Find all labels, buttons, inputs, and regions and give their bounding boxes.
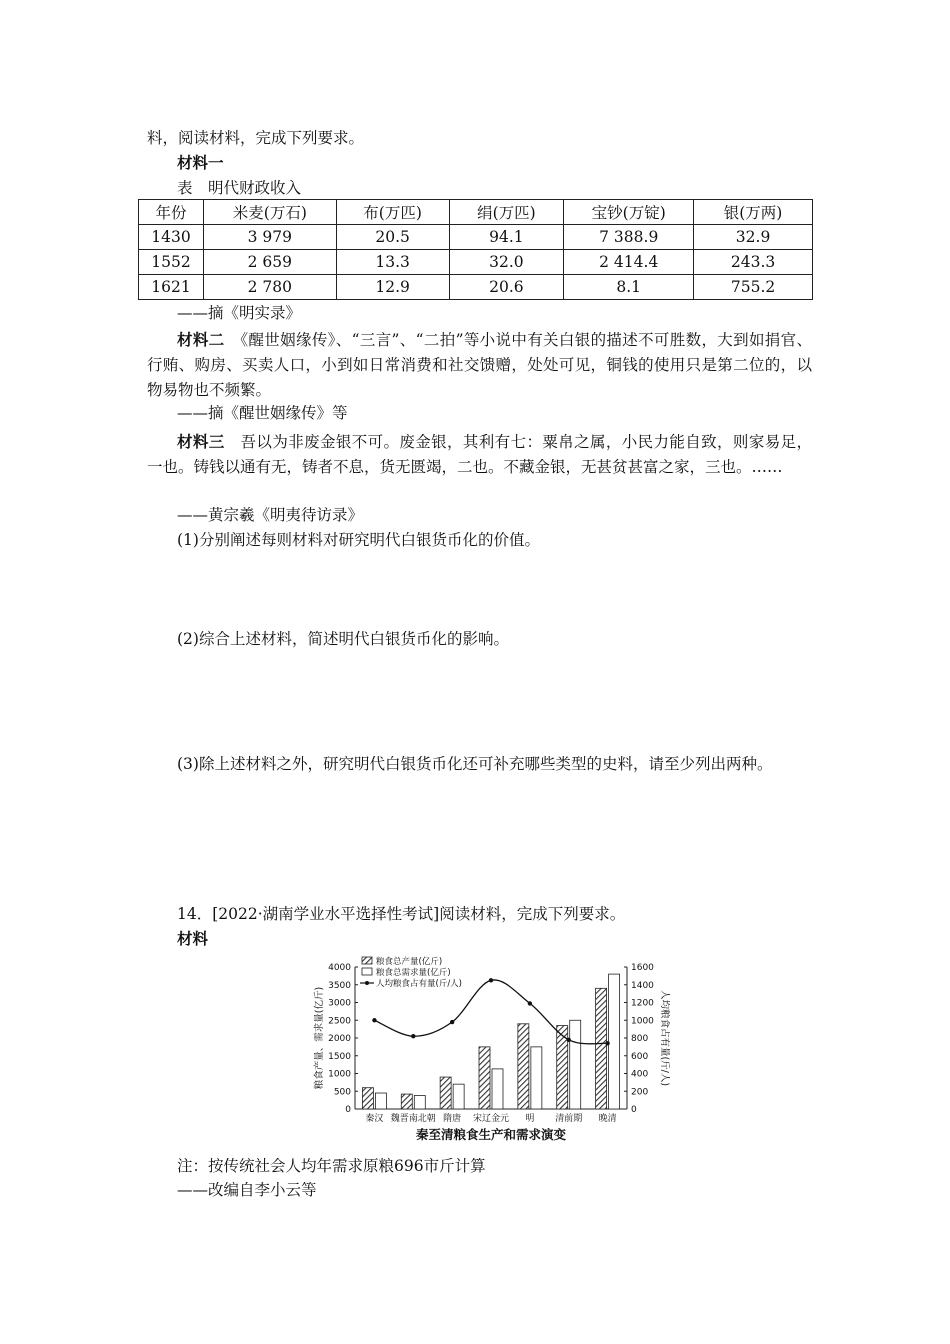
table-header-row: [139, 200, 813, 225]
grain-chart: [300, 955, 670, 1145]
per-capita-point: [567, 1038, 571, 1042]
intro-line: 料，阅读材料，完成下列要求。: [147, 129, 365, 147]
chart-title: 秦至清粮食生产和需求演变: [415, 1127, 567, 1142]
table-cell: 32.9: [694, 225, 813, 250]
demand-bar: [375, 1093, 386, 1109]
per-capita-point: [528, 1001, 532, 1005]
left-tick-label: 3500: [328, 980, 351, 991]
table-row: [139, 250, 813, 275]
table-cell: 20.6: [449, 275, 564, 300]
right-tick-label: 600: [631, 1051, 649, 1062]
table-cell: 2 780: [203, 275, 336, 300]
demand-bar: [492, 1069, 503, 1109]
table-cell: 755.2: [694, 275, 813, 300]
chart-source: ——改编自李小云等: [177, 1181, 317, 1199]
material-1-source: ——摘《明实录》: [177, 304, 302, 322]
left-tick-label: 2000: [328, 1034, 351, 1044]
table-header-cell: 银(万两): [694, 200, 813, 225]
y2-axis-title: 人均粮食占有量(斤/人): [659, 989, 670, 1087]
demand-bar: [453, 1084, 464, 1109]
left-tick-label: 500: [333, 1087, 351, 1098]
table-cell: 2 659: [203, 250, 336, 275]
material-3-text: 吾以为非废金银不可。废金银，其利有七：粟帛之属，小民力能自致，则家易足，一也。铸钱以通有无，铸者不息，货无匮竭，二也。不藏金银，无甚贫甚富之家，三也。……: [147, 433, 812, 476]
material-2-source: ——摘《醒世姻缘传》等: [177, 404, 348, 422]
material-3-label: 材料三: [177, 432, 225, 451]
category-label: 宋辽金元: [472, 1114, 510, 1124]
material-2-text: 《醒世姻缘传》、“三言”、“二拍”等小说中有关白银的描述不可胜数，大到如捐官、行贿、购房、买卖人口，小到如日常消费和社交馈赠，处处可见，铜钱的使用只是第二位的，以物易物也不频繁。: [147, 331, 812, 399]
right-tick-label: 200: [631, 1087, 649, 1098]
production-bar: [362, 1088, 373, 1109]
table-header-cell: 布(万匹): [336, 200, 449, 225]
table-cell: 32.0: [449, 250, 564, 275]
table-cell: 94.1: [449, 225, 564, 250]
y-axis-title: 粮食产量、需求量(亿斤): [314, 986, 325, 1090]
left-tick-label: 1500: [328, 1051, 351, 1062]
demand-bar: [609, 974, 620, 1109]
material-1-heading: 材料一: [177, 153, 224, 172]
table-cell: 12.9: [336, 275, 449, 300]
left-tick-label: 1000: [328, 1069, 351, 1080]
table-cell: 243.3: [694, 250, 813, 275]
category-label: 晚清: [598, 1114, 617, 1124]
left-tick-label: 2500: [328, 1016, 351, 1027]
table-cell: 1621: [139, 275, 204, 300]
category-label: 明: [525, 1114, 535, 1124]
table-cell: 1430: [139, 225, 204, 250]
legend-line-dot: [365, 981, 369, 985]
table-row: [139, 225, 813, 250]
legend-production-swatch: [362, 957, 372, 964]
table-cell: 3 979: [203, 225, 336, 250]
material-2-label: 材料二: [177, 330, 225, 349]
question-1: (1)分别阐述每则材料对研究明代白银货币化的价值。: [177, 531, 540, 549]
production-bar: [596, 988, 607, 1109]
demand-bar: [531, 1047, 542, 1109]
legend-production-label: 粮食总产量(亿斤): [376, 957, 443, 967]
question-14-material-label: 材料: [177, 929, 209, 948]
right-tick-label: 800: [631, 1034, 649, 1044]
left-tick-label: 3000: [328, 998, 351, 1009]
right-tick-label: 0: [631, 1105, 637, 1115]
right-tick-label: 1000: [631, 1016, 654, 1027]
table-cell: 13.3: [336, 250, 449, 275]
question-2: (2)综合上述材料，简述明代白银货币化的影响。: [177, 630, 509, 648]
per-capita-point: [605, 1041, 609, 1045]
material-3-source: ——黄宗羲《明夷待访录》: [177, 506, 364, 524]
legend-demand-swatch: [362, 968, 372, 975]
per-capita-point: [411, 1034, 415, 1038]
category-label: 秦汉: [365, 1114, 384, 1124]
table-row: [139, 275, 813, 300]
legend-demand-label: 粮食总需求量(亿斤): [376, 968, 451, 978]
finance-table: [138, 199, 813, 300]
legend-per-capita-label: 人均粮食占有量(斤/人): [376, 979, 462, 989]
material-2-paragraph: [147, 327, 812, 403]
left-tick-label: 0: [345, 1105, 351, 1115]
table-header-cell: 宝钞(万锭): [564, 200, 694, 225]
table-cell: 1552: [139, 250, 204, 275]
table-header-cell: 年份: [139, 200, 204, 225]
category-label: 魏晋南北朝: [390, 1114, 436, 1124]
right-tick-label: 400: [631, 1069, 649, 1080]
production-bar: [440, 1077, 451, 1109]
right-tick-label: 1600: [631, 963, 654, 973]
production-bar: [518, 1024, 529, 1109]
table-cell: 7 388.9: [564, 225, 694, 250]
question-3: (3)除上述材料之外，研究明代白银货币化还可补充哪些类型的史料，请至少列出两种。: [177, 755, 773, 773]
table-cell: 2 414.4: [564, 250, 694, 275]
chart-note: 注：按传统社会人均年需求原粮696市斤计算: [177, 1157, 486, 1175]
production-bar: [479, 1047, 490, 1109]
category-label: 隋唐: [443, 1114, 462, 1124]
material-3-paragraph: [147, 429, 812, 480]
category-label: 清前期: [555, 1114, 583, 1124]
per-capita-point: [372, 1018, 376, 1022]
per-capita-point: [489, 978, 493, 982]
table-header-cell: 绢(万匹): [449, 200, 564, 225]
demand-bar: [570, 1020, 581, 1109]
table-caption: 表 明代财政收入: [177, 179, 302, 197]
table-header-cell: 米麦(万石): [203, 200, 336, 225]
table-cell: 8.1: [564, 275, 694, 300]
question-14-title: 14．[2022·湖南学业水平选择性考试]阅读材料，完成下列要求。: [177, 905, 626, 923]
right-tick-label: 1400: [631, 980, 654, 991]
per-capita-point: [450, 1020, 454, 1024]
left-tick-label: 4000: [328, 963, 351, 973]
production-bar: [401, 1094, 412, 1109]
table-cell: 20.5: [336, 225, 449, 250]
demand-bar: [414, 1096, 425, 1109]
right-tick-label: 1200: [631, 998, 654, 1009]
